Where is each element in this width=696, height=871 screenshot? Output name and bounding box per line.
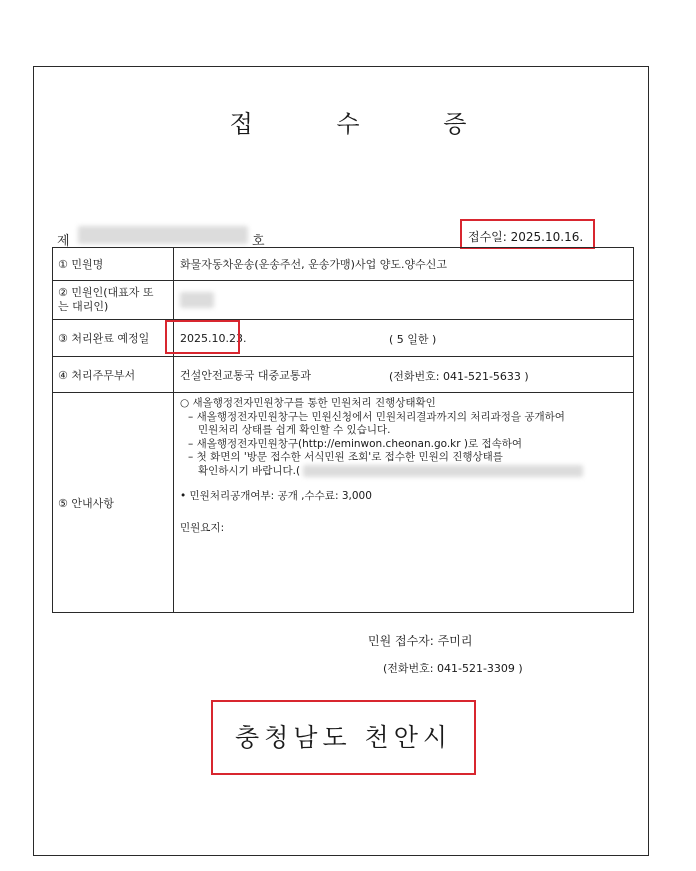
guide-line: 민원요지: — [180, 521, 225, 534]
receiver-tel: (전화번호: 041-521-3309 ) — [383, 662, 523, 675]
receipt-form-table — [52, 247, 634, 613]
row-label: ③ 처리완료 예정일 — [53, 320, 174, 357]
receiver-name: 민원 접수자: 주미리 — [368, 634, 473, 648]
row-value: 화물자동차운송(운송주선, 운송가맹)사업 양도.양수신고 — [174, 248, 634, 281]
guide-line: • 민원처리공개여부: 공개 ,수수료: 3,000 — [180, 490, 372, 502]
guide-line: 민원처리 상태를 쉽게 확인할 수 있습니다. — [198, 424, 391, 436]
redacted-applicant — [180, 292, 214, 308]
department-value: 건설안전교통국 대중교통과 — [180, 368, 312, 382]
row-label: ① 민원명 — [53, 248, 174, 281]
row-label-text: ② 민원인(대표자 또는 대리인) — [58, 286, 154, 313]
due-date-value: 2025.10.23. — [180, 331, 247, 345]
receipt-number-suffix: 호 — [252, 234, 265, 249]
guide-line: – 새올행정전자민원창구(http://eminwon.cheonan.go.kr )로 접속하여 — [188, 437, 523, 450]
document-title: 접 수 증 — [229, 110, 505, 138]
department-tel: (전화번호: 041-521-5633 ) — [389, 370, 529, 383]
guide-line: – 새올행정전자민원창구는 민원신청에서 민원처리결과까지의 처리과정을 공개하여 — [188, 410, 565, 423]
due-date-highlight — [165, 320, 240, 354]
row-value — [174, 281, 634, 320]
receipt-date: 접수일: 2025.10.16. — [460, 219, 595, 249]
row-value — [174, 357, 634, 393]
guide-line — [180, 465, 633, 479]
row-label: ⑤ 안내사항 — [53, 393, 174, 613]
row-guide — [53, 393, 634, 613]
row-department — [53, 357, 634, 393]
issuer-name: 충청남도 천안시 — [235, 723, 452, 752]
row-label: ④ 처리주무부서 — [53, 357, 174, 393]
row-applicant — [53, 281, 634, 320]
guide-line-text: 확인하시기 바랍니다.( — [198, 464, 301, 477]
row-value — [174, 320, 634, 357]
guide-text — [180, 397, 633, 535]
redacted-number — [78, 226, 248, 244]
row-label — [53, 281, 174, 320]
redacted-url — [303, 465, 583, 477]
guide-line: – 첫 화면의 '방문 접수한 서식민원 조회'로 접수한 민원의 진행상태를 — [188, 451, 503, 463]
receipt-number-prefix: 제 — [57, 234, 70, 249]
due-days: ( 5 일한 ) — [389, 333, 437, 346]
guide-line: ○ 새올행정전자민원창구를 통한 민원처리 진행상태확인 — [180, 397, 436, 409]
row-value — [174, 393, 634, 613]
row-due-date — [53, 320, 634, 357]
row-petition-name — [53, 248, 634, 281]
